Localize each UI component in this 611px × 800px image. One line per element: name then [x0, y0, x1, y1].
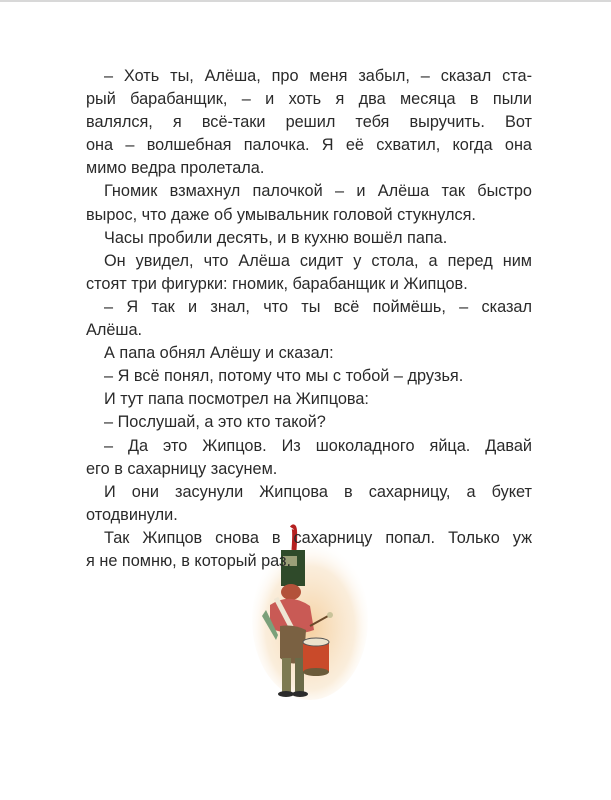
text-line: Гномик взмахнул палочкой – и Алёша так быстро	[104, 182, 532, 201]
paragraph	[86, 250, 532, 296]
text-line: стоят три фигурки: гномик, барабанщик и Жипцов.	[86, 274, 468, 293]
text-line: рый барабанщик, – и хоть я два месяца в пыли	[86, 90, 532, 109]
paragraph	[86, 65, 532, 180]
text-line: Так Жипцов снова в сахарницу попал. Только уж	[104, 528, 532, 547]
text-line: Алёша.	[86, 321, 143, 340]
paragraph	[86, 227, 532, 250]
paragraph	[86, 481, 532, 527]
text-line: – Я так и знал, что ты всё поймёшь, – сказал	[104, 297, 532, 316]
text-line: вырос, что даже об умывальник головой стукнулся.	[86, 205, 476, 224]
paragraph	[86, 411, 532, 434]
page-top-border	[0, 0, 611, 2]
paragraph	[86, 365, 532, 388]
text-line: – Хоть ты, Алёша, про меня забыл, – сказал ста-	[104, 67, 532, 85]
text-line: А папа обнял Алёшу и сказал:	[104, 344, 334, 363]
paragraph	[86, 388, 532, 411]
text-line: валялся, я всё-таки решил тебя выручить. Вот	[86, 113, 532, 132]
paragraph	[86, 180, 532, 226]
text-line: Часы пробили десять, и в кухню вошёл папа.	[104, 228, 448, 247]
text-line: я не помню, в который раз.	[86, 551, 292, 570]
text-line: – Послушай, а это кто такой?	[104, 413, 326, 432]
text-line: И тут папа посмотрел на Жипцова:	[104, 390, 369, 409]
paragraph	[86, 296, 532, 342]
text-line: – Я всё понял, потому что мы с тобой – друзья.	[104, 367, 464, 386]
story-text	[86, 65, 532, 573]
paragraph	[86, 342, 532, 365]
text-line: Он увидел, что Алёша сидит у стола, а перед ним	[104, 251, 532, 270]
text-line: она – волшебная палочка. Я её схватил, когда она	[86, 136, 532, 155]
text-line: И они засунули Жипцова в сахарницу, а букет	[104, 482, 532, 501]
text-line: отодвинули.	[86, 505, 178, 524]
paragraph	[86, 435, 532, 481]
text-line: его в сахарницу засунем.	[86, 459, 278, 478]
text-line: – Да это Жипцов. Из шоколадного яйца. Давай	[104, 436, 532, 455]
text-line: мимо ведра пролетала.	[86, 159, 265, 178]
paragraph	[86, 527, 532, 573]
